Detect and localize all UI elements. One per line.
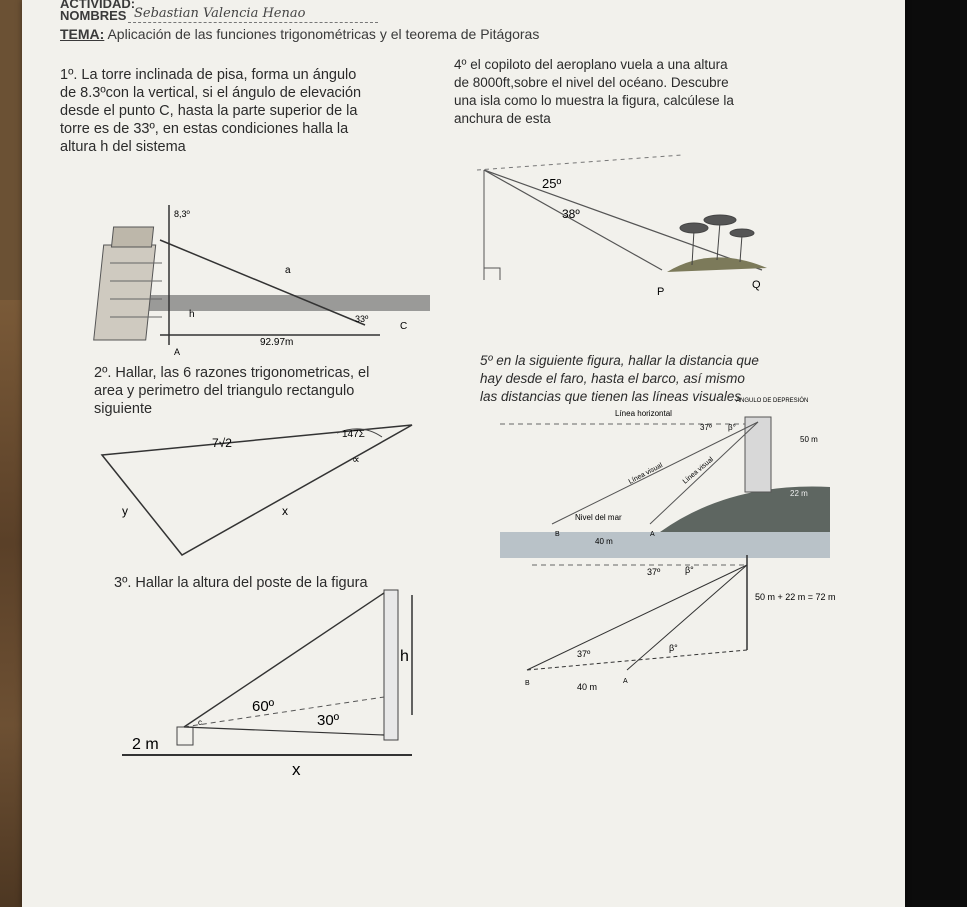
sight-line-top xyxy=(184,593,384,727)
hyp-label: 7√2 xyxy=(212,436,232,450)
triangle-shape xyxy=(102,425,412,555)
observer-block xyxy=(177,727,193,745)
visual-line-2-label: Línea visual xyxy=(681,456,715,486)
right-angle-mark xyxy=(484,268,500,280)
point-a-label: A xyxy=(174,347,181,357)
p1-line-3: desde el punto C, hasta la parte superior de la xyxy=(60,103,358,119)
names-underline xyxy=(128,22,378,23)
figure-5-schematic xyxy=(517,545,862,705)
angle-37-label: 37º xyxy=(700,423,712,432)
point-c-label-3: c xyxy=(198,718,202,727)
p1-line-5: altura h del sistema xyxy=(60,139,186,155)
horizontal-label: Línea horizontal xyxy=(615,409,672,418)
problem-4-text xyxy=(454,56,854,128)
schematic-line-b xyxy=(527,565,747,670)
p3-line-1: Hallar la altura del poste de la figura xyxy=(135,575,368,591)
schematic-40m: 40 m xyxy=(577,682,598,692)
schematic-base xyxy=(527,650,747,670)
worksheet-paper xyxy=(22,0,905,907)
p5-line-3: las distancias que tienen las líneas visuales xyxy=(480,389,742,404)
visual-line-1-label: Línea visual xyxy=(627,462,664,486)
p1-line-2: de 8.3ºcon la vertical, si el ángulo de elevación xyxy=(60,85,362,101)
p4-line-3: una isla como lo muestra la figura, calcúlese la xyxy=(454,93,734,108)
point-b-label: B xyxy=(555,531,560,538)
schematic-beta-top: β° xyxy=(685,565,694,575)
height-2m-label: 2 m xyxy=(132,736,159,753)
topic-line xyxy=(60,26,539,42)
schematic-line-a xyxy=(627,565,747,670)
problem-2-number: 2º. xyxy=(94,365,112,381)
angle-30-label: 30º xyxy=(317,712,340,729)
activity-label: ACTIVIDAD: xyxy=(60,0,136,11)
angle-tower-label: 8,3º xyxy=(174,209,190,219)
angle-c-label: 33º xyxy=(355,314,369,324)
point-a-label-5: A xyxy=(650,531,655,538)
alpha-label: ∝ xyxy=(352,454,360,466)
student-names-handwritten: Sebastian Valencia Henao xyxy=(134,6,306,21)
schematic-b: B xyxy=(525,680,530,687)
angle-25-label: 25º xyxy=(542,176,562,191)
p4-line-1: el copiloto del aeroplano vuela a una altura xyxy=(470,57,728,72)
problem-4-number: 4º xyxy=(454,57,467,72)
beta-label: β° xyxy=(728,423,736,432)
figure-4-island xyxy=(462,150,792,300)
p5-line-2: hay desde el faro, hasta el barco, así mismo xyxy=(480,371,745,386)
dark-background xyxy=(905,0,967,907)
depression-label: ÁNGULO DE DEPRESIÓN xyxy=(736,398,809,404)
angle-60-label: 60º xyxy=(252,698,275,715)
p2-line-3: siguiente xyxy=(94,401,153,417)
schematic-37-top: 37º xyxy=(647,567,661,577)
schematic-sum: 50 m + 22 m = 72 m xyxy=(755,592,836,602)
height-50-label: 50 m xyxy=(800,435,818,444)
figure-2-triangle xyxy=(92,415,442,565)
angle-38-label: 38º xyxy=(562,207,580,221)
problem-1-number: 1º. xyxy=(60,67,78,83)
schematic-beta-bottom: β° xyxy=(669,643,678,653)
palm-trees xyxy=(680,215,754,265)
schematic-a: A xyxy=(623,678,628,685)
p1-line-1: La torre inclinada de pisa, forma un ángulo xyxy=(81,67,357,83)
horizontal-dashed xyxy=(477,155,682,170)
problem-3-number: 3º. xyxy=(114,575,132,591)
figure-1-pisa-tower xyxy=(90,185,450,360)
p4-line-4: anchura de esta xyxy=(454,111,551,126)
point-p-label: P xyxy=(657,286,665,298)
base-length-label: 92.97m xyxy=(260,337,294,348)
point-c-label: C xyxy=(400,321,408,332)
p1-line-4: torre es de 33º, en estas condiciones halla la xyxy=(60,121,349,137)
p2-line-2: area y perimetro del triangulo rectangulo xyxy=(94,383,355,399)
height-label: h xyxy=(189,309,195,320)
side-x-label: x xyxy=(282,504,288,518)
side-y-label: y xyxy=(122,504,128,518)
schematic-37-bottom: 37º xyxy=(577,649,591,659)
side-a-label: a xyxy=(285,265,291,276)
sight-line-bottom xyxy=(184,727,384,735)
sea-level-label: Nivel del mar xyxy=(575,513,622,522)
p4-line-2: de 8000ft,sobre el nivel del océano. Descubre xyxy=(454,75,729,90)
dashed-horizontal xyxy=(184,697,384,727)
topic-text: Aplicación de las funciones trigonométricas y el teorema de Pitágoras xyxy=(107,26,540,42)
names-label: NOMBRES xyxy=(60,8,127,23)
lighthouse-tower xyxy=(745,417,771,492)
pole-shape xyxy=(384,590,398,740)
distance-x-label: x xyxy=(292,760,301,779)
problem-5-number: 5º xyxy=(480,353,493,368)
p5-line-1: en la siguiente figura, hallar la distancia que xyxy=(496,353,759,368)
p2-line-1: Hallar, las 6 razones trigonometricas, el xyxy=(115,365,370,381)
angle-value-label: 147Σ xyxy=(342,429,365,440)
topic-label: TEMA: xyxy=(60,26,105,42)
problem-2-text xyxy=(94,364,434,418)
distance-40-label: 40 m xyxy=(595,537,613,546)
figure-3-pole xyxy=(122,585,462,785)
problem-1-text xyxy=(60,66,440,156)
tower-drawing xyxy=(94,227,162,340)
height-22-label: 22 m xyxy=(790,489,808,498)
figure-5-lighthouse xyxy=(500,392,850,562)
point-q-label: Q xyxy=(752,279,761,291)
pole-h-label: h xyxy=(400,648,409,665)
